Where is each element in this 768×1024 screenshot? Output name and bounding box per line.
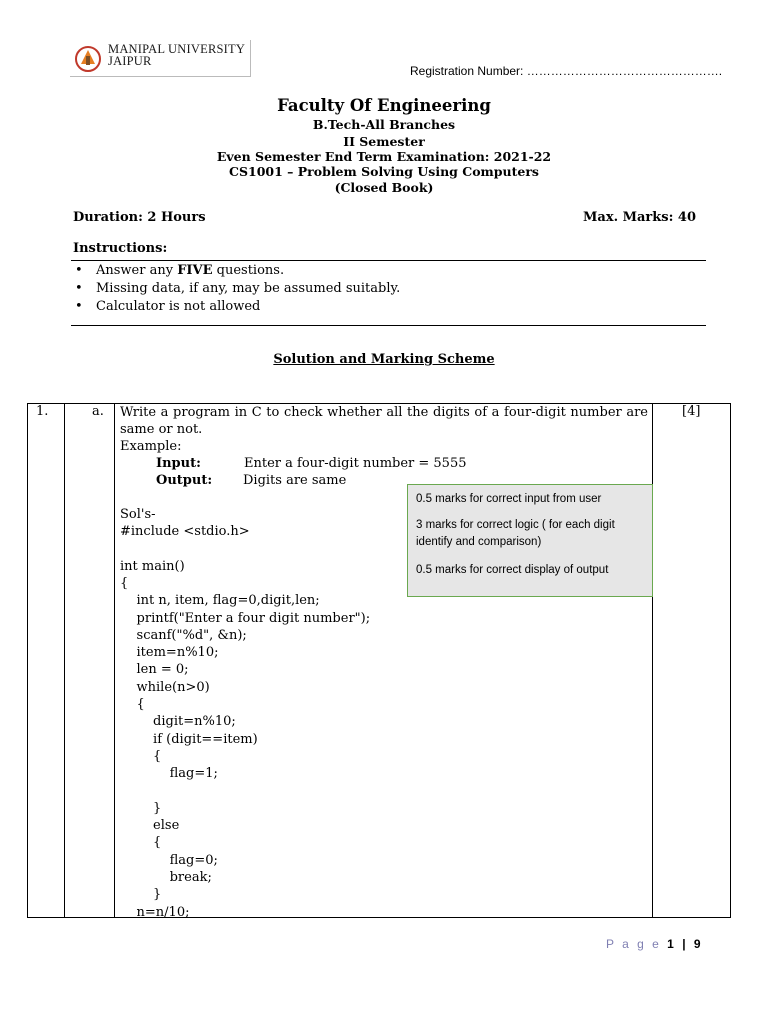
university-emblem-icon (72, 42, 104, 74)
logo-city: JAIPUR (108, 54, 152, 68)
page-footer (606, 937, 703, 951)
registration-number: Registration Number: …………………………………………. (410, 64, 723, 78)
bullet-icon: • (75, 299, 83, 314)
code-line: { (120, 835, 162, 851)
question-part: a. (92, 404, 104, 419)
max-marks: Max. Marks: 40 (583, 210, 697, 225)
question-marks: [4] (682, 404, 701, 419)
page-separator: | (682, 937, 689, 951)
code-line: #include <stdio.h> (120, 524, 250, 539)
instruction-text: Calculator is not allowed (96, 299, 261, 314)
code-line: int n, item, flag=0,digit,len; (120, 593, 320, 609)
code-line: if (digit==item) (120, 731, 258, 747)
question-number: 1. (36, 404, 49, 419)
solution-title: Solution and Marking Scheme (273, 352, 495, 367)
code-line: { (120, 575, 129, 591)
code-line: { (120, 748, 162, 764)
marking-item: 0.5 marks for correct input from user (416, 493, 602, 505)
example-label: Example: (120, 439, 182, 454)
code-line: flag=0; (120, 852, 218, 868)
marking-item: 3 marks for correct logic ( for each digit identify and comparison) (416, 519, 615, 548)
code-line: while(n>0) (120, 679, 210, 695)
divider (71, 325, 706, 326)
code-line: digit=n%10; (120, 714, 236, 730)
exam-line: Even Semester End Term Examination: 2021-22 (216, 149, 552, 164)
code-line: item=n%10; (120, 645, 219, 661)
code-line: len = 0; (120, 662, 189, 678)
semester-line: II Semester (343, 134, 425, 149)
solution-label: Sol's- (120, 507, 156, 522)
page-label: P a g e (606, 937, 662, 951)
output-label: Output: (156, 473, 213, 488)
page-total: 9 (693, 937, 704, 951)
code-line: break; (120, 870, 212, 885)
marking-item: 0.5 marks for correct display of output (416, 564, 609, 576)
code-line: else (120, 818, 180, 834)
logo-name: MANIPAL UNIVERSITY (108, 42, 246, 56)
university-logo (70, 40, 252, 78)
instruction-emphasis: FIVE (177, 263, 213, 278)
code-line: } (120, 800, 162, 816)
code-line: n=n/10; (120, 904, 190, 920)
code-line: { (120, 697, 145, 712)
column-divider (114, 404, 115, 917)
faculty-title: Faculty Of Engineering (277, 96, 491, 115)
question-text: Write a program in C to check whether all the digits of a four-digit number are same or not. (120, 405, 648, 437)
column-divider (652, 404, 653, 917)
column-divider (64, 404, 65, 917)
instruction-text-end: questions. (212, 263, 285, 278)
output-value: Digits are same (243, 473, 347, 488)
instruction-text: Missing data, if any, may be assumed suitably. (96, 281, 401, 296)
duration: Duration: 2 Hours (73, 210, 206, 225)
code-line: scanf("%d", &n); (120, 627, 247, 643)
book-type-line: (Closed Book) (334, 180, 434, 195)
question-table (27, 403, 731, 918)
code-line: flag=1; (120, 766, 218, 782)
code-line: printf("Enter a four digit number"); (120, 610, 371, 626)
page-current: 1 (667, 937, 677, 951)
marking-scheme-box (407, 484, 653, 597)
input-value: Enter a four-digit number = 5555 (244, 456, 467, 471)
bullet-icon: • (75, 263, 83, 278)
bullet-icon: • (75, 281, 83, 296)
code-line: } (120, 887, 162, 903)
program-line: B.Tech-All Branches (312, 117, 456, 132)
instruction-text: Answer any (96, 263, 178, 278)
input-label: Input: (156, 456, 201, 471)
divider (71, 260, 706, 261)
instructions-title: Instructions: (73, 241, 168, 256)
code-line: int main() (120, 558, 185, 574)
course-line: CS1001 – Problem Solving Using Computers (229, 164, 539, 179)
